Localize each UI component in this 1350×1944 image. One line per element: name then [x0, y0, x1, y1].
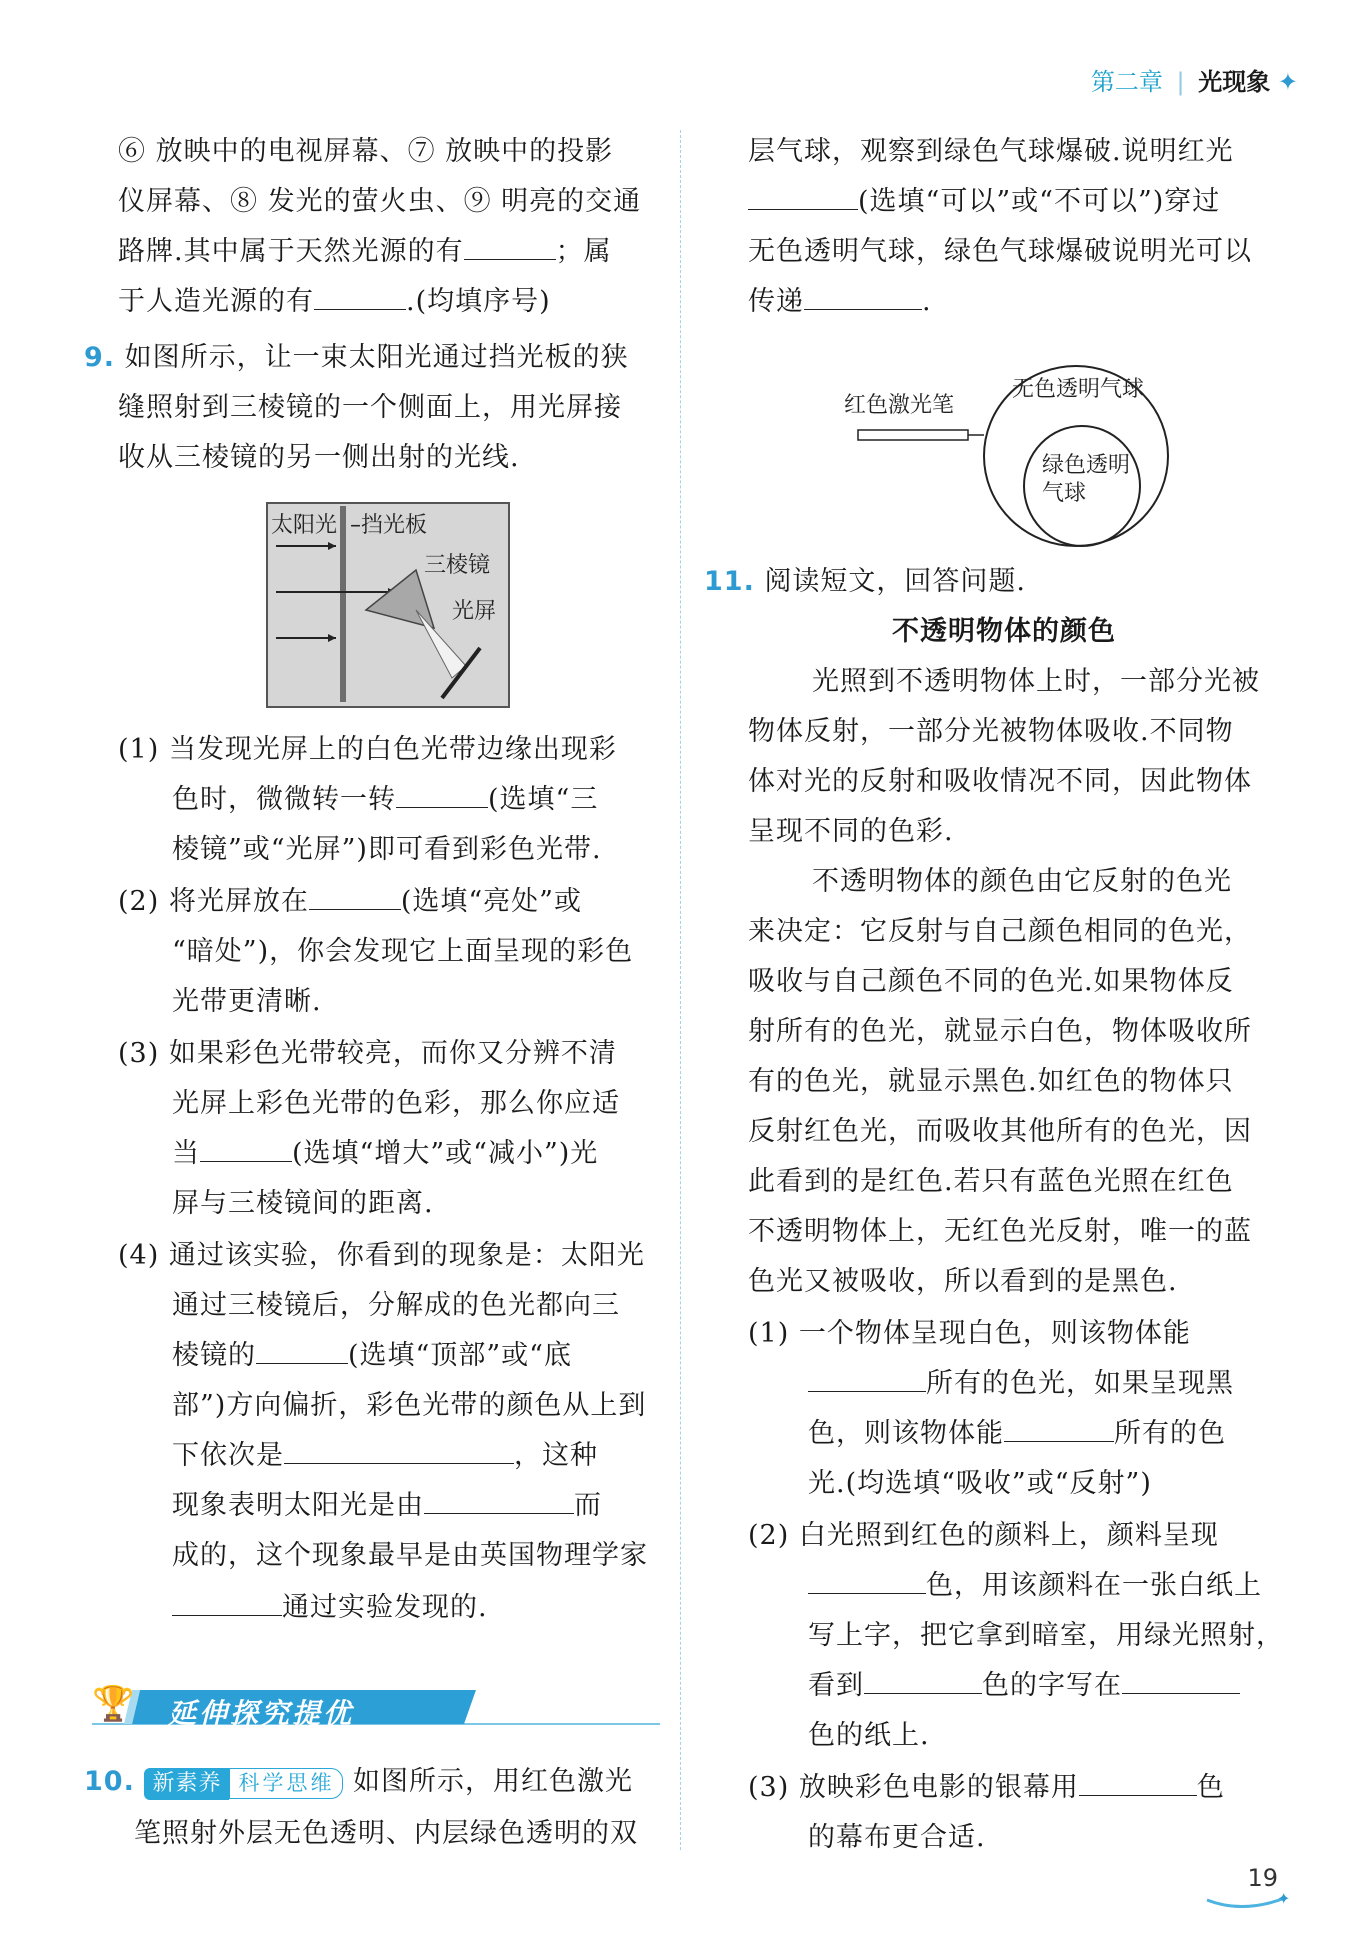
chapter-label: 第二章	[1090, 68, 1163, 96]
q10-text: 如图所示，用红色激光	[353, 1766, 634, 1797]
answer-blank[interactable]	[1122, 1667, 1240, 1694]
para1-line-3: 体对光的反射和吸收情况不同，因此物体	[748, 766, 1252, 797]
question-number: 11.	[704, 566, 755, 597]
question-number: 10.	[84, 1766, 135, 1797]
q9-sub3-line-4: 屏与三棱镜间的距离.	[172, 1188, 434, 1219]
q9-sub2-line-2: “暗处”)，你会发现它上面呈现的彩色	[172, 936, 634, 967]
q10-line-2: 笔照射外层无色透明、内层绿色透明的双	[134, 1818, 638, 1849]
q9-sub4-line-4: 部”)方向偏折，彩色光带的颜色从上到	[172, 1390, 647, 1421]
text: 色，用该颜料在一张白纸上	[926, 1570, 1262, 1601]
article-title: 不透明物体的颜色	[892, 616, 1116, 647]
text: 看到	[808, 1670, 864, 1701]
section-banner	[92, 1680, 662, 1740]
q8-line-2: 仪屏幕、⑧ 发光的萤火虫、⑨ 明亮的交通	[118, 186, 642, 217]
answer-blank[interactable]	[1079, 1769, 1197, 1796]
text: 色的字写在	[982, 1670, 1122, 1701]
q8-line-3	[118, 232, 612, 272]
text: .	[922, 286, 932, 317]
para2-line-8: 不透明物体上，无红色光反射，唯一的蓝	[748, 1216, 1252, 1247]
prism-experiment-figure	[266, 502, 510, 708]
q8-text-d: .(均填序号)	[406, 286, 551, 317]
q9-sub3-line-1: (3) 如果彩色光带较亮，而你又分辨不清	[118, 1038, 617, 1069]
label-sunlight: 太阳光	[271, 513, 338, 538]
column-divider	[680, 130, 681, 1850]
answer-blank[interactable]	[804, 283, 922, 310]
text: (选填“亮处”或	[400, 886, 582, 917]
q10-cont-line-2	[748, 182, 1220, 222]
question-number: 9.	[84, 342, 116, 373]
q9-sub4-line-5	[172, 1436, 598, 1476]
q9-sub2-line-3: 光带更清晰.	[172, 986, 322, 1017]
text: 当	[172, 1138, 200, 1169]
text: 棱镜的	[172, 1340, 256, 1371]
text: 所有的色光，如果呈现黑	[926, 1368, 1234, 1399]
baffle-plate	[340, 506, 346, 702]
label-screen: 光屏	[452, 599, 497, 624]
para2-line-7: 此看到的是红色.若只有蓝色光照在红色	[748, 1166, 1234, 1197]
q9-sub1-line-1: (1) 当发现光屏上的白色光带边缘出现彩	[118, 734, 617, 765]
balloon-laser-figure	[836, 360, 1176, 552]
label-inner-balloon-1: 绿色透明	[1042, 453, 1131, 478]
para2-line-4: 射所有的色光，就显示白色，物体吸收所	[748, 1016, 1252, 1047]
q8-text-b: ；属	[555, 236, 612, 267]
para2-line-2: 来决定：它反射与自己颜色相同的色光，	[748, 916, 1252, 947]
answer-blank[interactable]	[424, 1487, 574, 1514]
text: (选填“增大”或“减小”)光	[292, 1138, 599, 1169]
q9-sub1-line-3: 棱镜”或“光屏”)即可看到彩色光带.	[172, 834, 602, 865]
q9-text: 如图所示，让一束太阳光通过挡光板的狭	[124, 342, 629, 373]
q8-text-c: 于人造光源的有	[118, 286, 314, 317]
text: ，这种	[514, 1440, 598, 1471]
text: (2) 将光屏放在	[118, 886, 309, 917]
para2-line-5: 有的色光，就显示黑色.如红色的物体只	[748, 1066, 1234, 1097]
q8-line-1: ⑥ 放映中的电视屏幕、⑦ 放映中的投影	[118, 136, 614, 167]
text: 而	[574, 1490, 602, 1521]
q10-cont-line-3: 无色透明气球，绿色气球爆破说明光可以	[748, 236, 1252, 267]
q11-sub2-line-3: 写上字，把它拿到暗室，用绿光照射，	[808, 1620, 1284, 1651]
answer-blank[interactable]	[808, 1567, 926, 1594]
para2-line-3: 吸收与自己颜色不同的色光.如果物体反	[748, 966, 1234, 997]
q9-line-2: 缝照射到三棱镜的一个侧面上，用光屏接	[118, 392, 622, 423]
text: 传递	[748, 286, 804, 317]
text: 色，则该物体能	[808, 1418, 1004, 1449]
label-laser-pen: 红色激光笔	[844, 393, 955, 418]
answer-blank[interactable]	[309, 883, 401, 910]
text: 现象表明太阳光是由	[172, 1490, 424, 1521]
q11-sub1-line-3	[808, 1414, 1226, 1454]
q10-line-1	[84, 1762, 633, 1802]
page-number	[1247, 1864, 1291, 1908]
q8-line-4	[118, 282, 551, 322]
q11-sub1-line-1: (1) 一个物体呈现白色，则该物体能	[748, 1318, 1191, 1349]
scientific-thinking-tag: 科学思维	[229, 1768, 343, 1799]
q9-sub4-line-7: 成的，这个现象最早是由英国物理学家	[172, 1540, 648, 1571]
q11-intro-text: 阅读短文，回答问题.	[764, 566, 1027, 597]
q11-sub3-line-2: 的幕布更合适.	[808, 1822, 986, 1853]
q11-sub3-line-1	[748, 1768, 1225, 1808]
q9-line-1	[84, 338, 629, 378]
chapter-topic: 光现象	[1198, 68, 1271, 96]
q9-sub3-line-2: 光屏上彩色光带的色彩，那么你应适	[172, 1088, 620, 1119]
section-title: 延伸探究提优	[168, 1697, 355, 1730]
q9-sub4-line-2: 通过三棱镜后，分解成的色光都向三	[172, 1290, 620, 1321]
page-number-text: 19	[1247, 1864, 1278, 1892]
q10-cont-line-1: 层气球，观察到绿色气球爆破.说明红光	[748, 136, 1234, 167]
q9-sub4-line-6	[172, 1486, 602, 1526]
answer-blank[interactable]	[748, 183, 858, 210]
q10-cont-line-4	[748, 282, 932, 322]
q9-line-3: 收从三棱镜的另一侧出射的光线.	[118, 442, 520, 473]
para2-line-9: 色光又被吸收，所以看到的是黑色.	[748, 1266, 1178, 1297]
q11-sub2-line-4	[808, 1666, 1240, 1706]
text: 色时，微微转一转	[172, 784, 396, 815]
para1-line-4: 呈现不同的色彩.	[748, 816, 954, 847]
page-number-swoosh	[1203, 1870, 1293, 1910]
laser-pen	[858, 430, 968, 440]
label-prism: 三棱镜	[424, 553, 491, 578]
text: (选填“顶部”或“底	[348, 1340, 572, 1371]
para1-line-1: 光照到不透明物体上时，一部分光被	[812, 666, 1260, 697]
para2-line-6: 反射红色光，而吸收其他所有的色光，因	[748, 1116, 1252, 1147]
text: (3) 放映彩色电影的银幕用	[748, 1772, 1079, 1803]
answer-blank[interactable]	[808, 1365, 926, 1392]
q9-sub1-line-2	[172, 780, 598, 820]
sparkle-icon: ✦	[1277, 1889, 1291, 1908]
q11-intro	[704, 562, 1026, 602]
sparkle-icon: ✦	[1277, 68, 1298, 96]
q11-sub1-line-2	[808, 1364, 1234, 1404]
answer-blank[interactable]	[256, 1337, 348, 1364]
answer-blank[interactable]	[314, 283, 406, 310]
q8-text-a: 路牌.其中属于天然光源的有	[118, 236, 464, 267]
text: 所有的色	[1114, 1418, 1226, 1449]
text: 下依次是	[172, 1440, 284, 1471]
trophy-icon: 🏆	[92, 1684, 135, 1724]
answer-blank[interactable]	[200, 1135, 292, 1162]
new-literacy-tag: 新素养	[144, 1768, 229, 1800]
label-baffle: –挡光板	[350, 513, 428, 538]
para1-line-2: 物体反射，一部分光被物体吸收.不同物	[748, 716, 1234, 747]
label-inner-balloon-2: 气球	[1042, 481, 1087, 506]
q9-sub2-line-1	[118, 882, 582, 922]
chapter-header	[1091, 62, 1298, 97]
answer-blank[interactable]	[464, 233, 556, 260]
answer-blank[interactable]	[1004, 1415, 1114, 1442]
label-outer-balloon: 无色透明气球	[1012, 377, 1145, 402]
q9-sub4-line-3	[172, 1336, 572, 1376]
q9-sub4-line-8	[172, 1588, 488, 1628]
answer-blank[interactable]	[284, 1437, 514, 1464]
q9-sub3-line-3	[172, 1134, 598, 1174]
text: (选填“可以”或“不可以”)穿过	[858, 186, 1221, 217]
header-separator: |	[1176, 68, 1185, 96]
q11-sub2-line-1: (2) 白光照到红色的颜料上，颜料呈现	[748, 1520, 1219, 1551]
q11-sub2-line-5: 色的纸上.	[808, 1720, 930, 1751]
q11-sub2-line-2	[808, 1566, 1262, 1606]
para2-line-1: 不透明物体的颜色由它反射的色光	[812, 866, 1232, 897]
text: (选填“三	[488, 784, 599, 815]
answer-blank[interactable]	[864, 1667, 982, 1694]
answer-blank[interactable]	[172, 1589, 282, 1616]
q9-sub4-line-1: (4) 通过该实验，你看到的现象是：太阳光	[118, 1240, 645, 1271]
text: 通过实验发现的.	[282, 1592, 488, 1623]
answer-blank[interactable]	[396, 781, 488, 808]
q11-sub1-line-4: 光.(均选填“吸收”或“反射”)	[808, 1468, 1152, 1499]
text: 色	[1196, 1772, 1225, 1803]
